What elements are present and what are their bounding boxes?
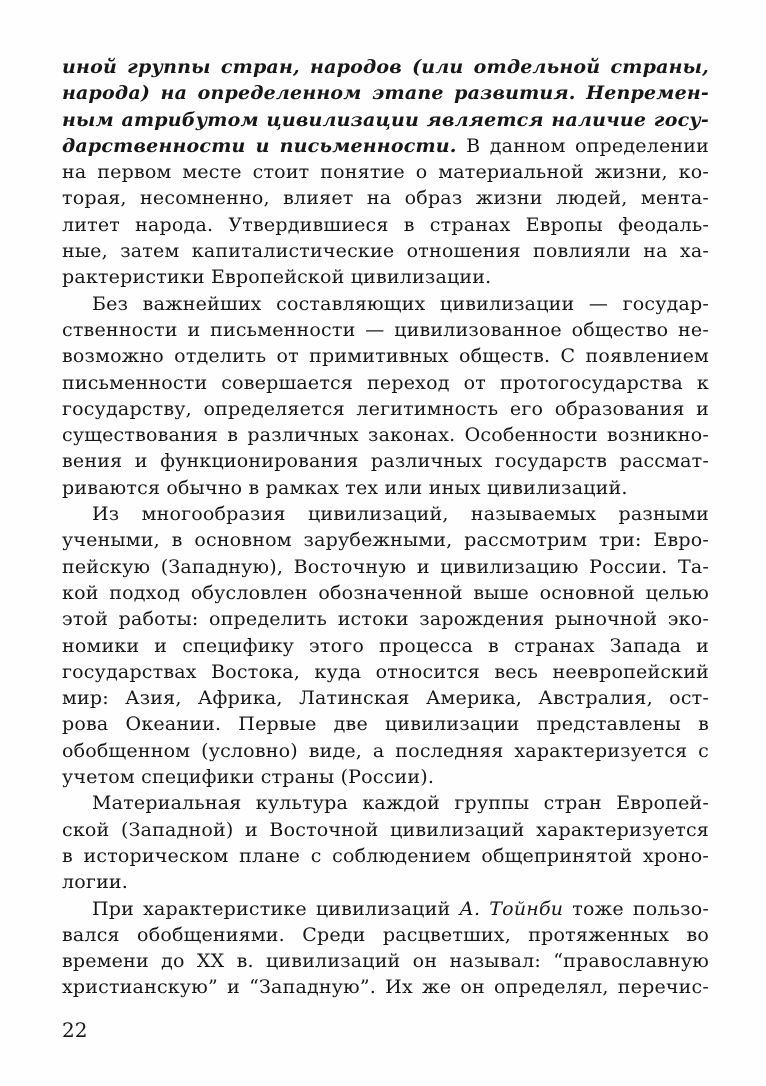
text-line xyxy=(62,80,709,106)
text-line xyxy=(62,264,709,290)
text-line xyxy=(62,501,709,527)
text-segment: В данном определении xyxy=(456,134,709,157)
text-segment: государству, определяется легитимность его образования и xyxy=(62,397,709,420)
text-line xyxy=(62,633,709,659)
text-line xyxy=(62,711,709,737)
text-segment: тоже пользо- xyxy=(563,897,709,920)
text-line xyxy=(62,659,709,685)
text-line xyxy=(62,843,709,869)
text-segment: Без важнейших составляющих цивилизации — государ- xyxy=(92,292,709,315)
text-segment: А. Тойнби xyxy=(459,897,564,920)
text-segment: учеными, в основном зарубежными, рассмотрим три: Евро- xyxy=(62,529,709,552)
text-segment: государствах Востока, куда относится весь неевропейский xyxy=(62,660,709,683)
text-segment: вения и функционирования различных государств рассмат- xyxy=(62,450,709,473)
text-line xyxy=(62,922,709,948)
text-segment: народа) на определенном этапе развития. Непремен- xyxy=(62,82,709,105)
text-segment: иной группы стран, народов (или отдельной страны, xyxy=(62,56,709,78)
text-line xyxy=(62,448,709,474)
text-segment: номики и специфику этого процесса в странах Запада и xyxy=(62,634,709,657)
text-segment: литет народа. Утвердившиеся в странах Европы феодаль- xyxy=(62,213,709,236)
text-segment: времени до XX в. цивилизаций он называл: “православную xyxy=(62,950,709,973)
text-segment: вался обобщениями. Среди расцветших, протяженных во xyxy=(62,923,709,946)
text-line xyxy=(62,606,709,632)
text-segment: пейскую (Западную), Восточную и цивилизацию России. Та- xyxy=(62,555,709,578)
text-segment: обобщенном (условно) виде, а последняя характеризуется с xyxy=(62,739,709,762)
text-segment: Из многообразия цивилизаций, называемых разными xyxy=(92,503,709,526)
text-line xyxy=(62,370,709,396)
text-line xyxy=(62,343,709,369)
text-line xyxy=(62,580,709,606)
text-line xyxy=(62,107,709,133)
text-segment: ской (Западной) и Восточной цивилизаций характеризуется xyxy=(62,818,709,841)
text-segment: дарственности и письменности. xyxy=(62,134,457,157)
page-text xyxy=(62,54,709,1001)
text-segment: на первом месте стоит понятие о материальной жизни, ко- xyxy=(62,161,709,184)
text-line xyxy=(62,475,709,501)
text-segment: рактеристики Европейской цивилизации. xyxy=(62,266,492,289)
text-line xyxy=(62,974,709,1000)
text-line xyxy=(62,869,709,895)
text-line xyxy=(62,396,709,422)
text-line xyxy=(62,948,709,974)
text-segment: мир: Азия, Африка, Латинская Америка, Австралия, ост- xyxy=(62,687,709,710)
text-segment: риваются обычно в рамках тех или иных цивилизаций. xyxy=(62,476,628,499)
text-segment: христианскую” и “Западную”. Их же он определял, перечис- xyxy=(62,976,709,999)
text-line xyxy=(62,291,709,317)
text-line xyxy=(62,159,709,185)
text-segment: этой работы: определить истоки зарождения рыночной эко- xyxy=(62,608,709,631)
text-line xyxy=(62,185,709,211)
text-line xyxy=(62,738,709,764)
text-segment: торая, несомненно, влияет на образ жизни людей, мента- xyxy=(62,187,709,210)
text-segment: ным атрибутом цивилизации является наличие госу- xyxy=(62,108,709,131)
text-line xyxy=(62,133,709,159)
text-segment: существования в различных законах. Особенности возникно- xyxy=(62,424,709,447)
text-line xyxy=(62,554,709,580)
text-line xyxy=(62,527,709,553)
text-line xyxy=(62,817,709,843)
text-segment: учетом специфики страны (России). xyxy=(62,766,435,789)
text-segment: Материальная культура каждой группы стран Европей- xyxy=(92,792,709,815)
text-segment: рова Океании. Первые две цивилизации представлены в xyxy=(62,713,709,736)
text-segment: письменности совершается переход от протогосударства к xyxy=(62,371,709,394)
text-line xyxy=(62,238,709,264)
text-segment: ственности и письменности — цивилизованное общество не- xyxy=(62,318,709,341)
text-line xyxy=(62,896,709,922)
text-line xyxy=(62,685,709,711)
text-line xyxy=(62,317,709,343)
text-line xyxy=(62,54,709,80)
page-number: 22 xyxy=(62,1017,88,1042)
text-segment: ные, затем капиталистические отношения повлияли на ха- xyxy=(62,240,709,263)
text-segment: При характеристике цивилизаций xyxy=(92,897,460,920)
text-segment: логии. xyxy=(62,871,129,894)
text-line xyxy=(62,790,709,816)
text-segment: возможно отделить от примитивных обществ. С появлением xyxy=(62,345,709,368)
text-line xyxy=(62,764,709,790)
text-line xyxy=(62,212,709,238)
text-line xyxy=(62,422,709,448)
text-segment: кой подход обусловлен обозначенной выше основной целью xyxy=(62,581,709,604)
text-segment: в историческом плане с соблюдением общепринятой хроно- xyxy=(62,844,709,867)
